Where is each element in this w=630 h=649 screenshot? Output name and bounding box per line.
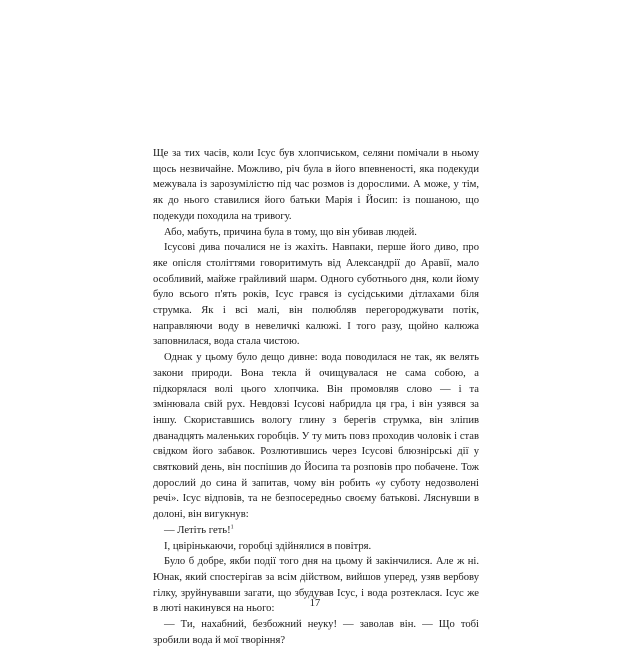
paragraph: Ще за тих часів, коли Ісус був хлопчиськом, селяни помічали в ньому щось незвичайне. Можливо, річ була в його впевненості, яка подекуди межувала із зарозумілістю під час розмов із дорослими. А може, у тім, як до нього ставилися його батьки Марія і Йосип: із пошаною, що подекуди походила на тривогу. [153,148,479,222]
paragraph: — Ти, нахабний, безбожний неуку! — заволав він. — Що тобі зробили вода й мої творіння? [153,619,479,646]
footnote-mark: 1 [230,524,234,531]
paragraph: І, цвірінькаючи, горобці здійнялися в повітря. [164,540,372,552]
exclamation-text: — Летіть геть! [164,524,231,536]
body-text [153,146,479,649]
paragraph [153,523,479,539]
page-number: 17 [309,598,321,609]
paragraph: Або, мабуть, причина була в тому, що він убивав людей. [164,226,417,238]
paragraph: Однак у цьому було дещо дивне: вода поводилася не так, як велять закони природи. Вона текла й очищувалася не сама собою, а підкорялася волі цього хлопчика. Він промовляв слово — і та змінювала свій рух. Невдовзі Ісусові набридла ця гра, і він узявся за іншу. Скориставшись вологу глину з берегів струмка, він зліпив дванадцять маленьких горобців. У ту мить повз проходив чоловік і став свідком його забавок. Розлютившись через Ісусові блюзнірські дії у святковий день, він поспішив до Йосипа та розповів про побачене. Тож дорослий до сина й запитав, чому він робить «у суботу недозволені речі». Ісус відповів, та не безпосередньо своєму батькові. Ляснувши в долоні, він вигукнув: [153,352,479,521]
paragraph: Було б добре, якби події того дня на цьому й закінчилися. Але ж ні. Юнак, який спостерігав за всім дійством, вийшов уперед, узяв вербову гілку, зруйнувавши загати, що збудував Ісус, і вода розтеклася. Ісус же в люті накинувся на нього: [153,556,479,615]
paragraph: Ісусові дива почалися не із жахіть. Навпаки, перше його диво, про яке опісля століттями говоритимуть від Александрії до Аравії, мало особливий, майже грайливий шарм. Одного суботнього дня, коли йому було всього п'ять років, Ісус грався із сусідськими дітлахами біля струмка. Як і всі малі, він полюбляв перегороджувати потік, направляючи воду в невеличкі калюжі. І того разу, щойно калюжа заповнилася, вода стала чистою. [153,242,479,348]
